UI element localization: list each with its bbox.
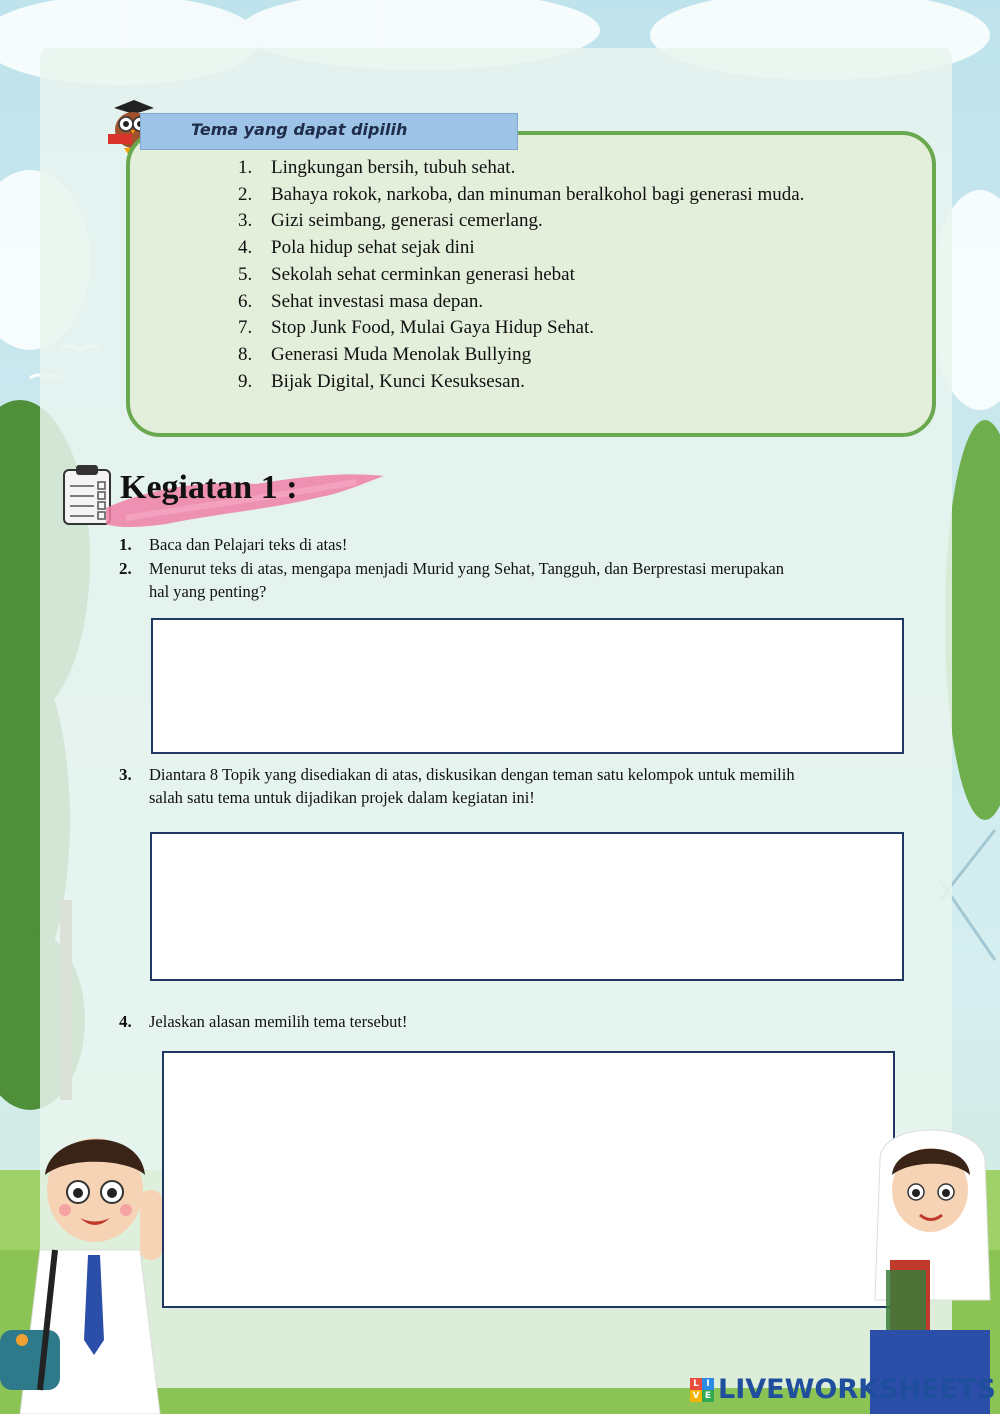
liveworksheets-logo-icon: L I V E <box>690 1378 714 1402</box>
liveworksheets-logo <box>690 1374 996 1405</box>
tema-item: 6. Sehat investasi masa depan. <box>238 290 484 312</box>
tema-item: 2. Bahaya rokok, narkoba, dan minuman beralkohol bagi generasi muda. <box>238 183 805 205</box>
tema-list <box>238 155 804 395</box>
tema-item: 9. Bijak Digital, Kunci Kesuksesan. <box>238 370 525 392</box>
answer-box-3[interactable] <box>150 832 904 981</box>
question-number: 1. <box>119 535 132 554</box>
kegiatan-title: Kegiatan 1 : <box>120 469 298 506</box>
question-number: 4. <box>119 1012 132 1031</box>
question-text: Baca dan Pelajari teks di atas! <box>149 535 348 554</box>
tema-label-banner <box>140 113 518 150</box>
clipboard-icon <box>62 464 112 526</box>
tema-item: 3. Gizi seimbang, generasi cemerlang. <box>238 210 543 232</box>
tema-item: 4. Pola hidup sehat sejak dini <box>238 237 475 259</box>
boy-student-illustration <box>0 1130 170 1414</box>
question-text: Jelaskan alasan memilih tema tersebut! <box>149 1012 408 1031</box>
question-number: 2. <box>119 559 132 578</box>
question-text: Menurut teks di atas, mengapa menjadi Murid yang Sehat, Tangguh, dan Berprestasi merupakan hal yang penting? <box>149 559 785 601</box>
tema-item: 8. Generasi Muda Menolak Bullying <box>238 343 532 365</box>
tema-item: 5. Sekolah sehat cerminkan generasi hebat <box>238 263 575 285</box>
question-number: 3. <box>119 765 132 784</box>
liveworksheets-brand-text: LIVEWORKSHEETS <box>718 1374 996 1405</box>
girl-student-illustration <box>860 1120 1000 1414</box>
answer-box-2[interactable] <box>151 618 904 754</box>
tema-item: 7. Stop Junk Food, Mulai Gaya Hidup Sehat. <box>238 317 594 339</box>
tema-label-text: Tema yang dapat dipilih <box>191 120 408 139</box>
tema-item: 1. Lingkungan bersih, tubuh sehat. <box>238 157 516 178</box>
question-text: Diantara 8 Topik yang disediakan di atas, diskusikan dengan teman satu kelompok untuk memilih salah satu tema untuk dijadikan projek dalam kegiatan ini! <box>149 765 795 807</box>
answer-box-4[interactable] <box>162 1051 895 1308</box>
